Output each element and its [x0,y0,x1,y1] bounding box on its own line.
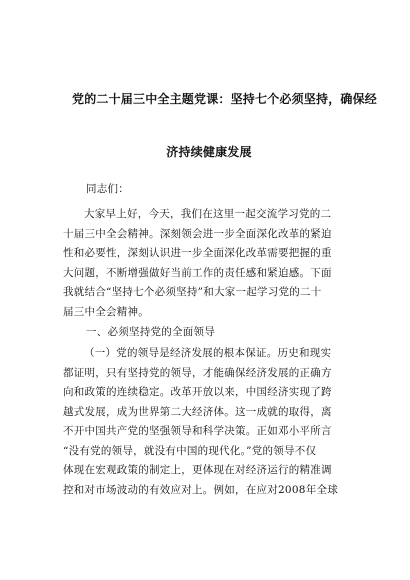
paragraph-2-line: 都证明，只有坚持党的领导，才能确保经济发展的正确方 [63,366,332,379]
paragraph-1-line: 届三中全会精神。 [63,305,149,318]
paragraph-2-line: 越式发展，成为世界第二大经济体。这一成就的取得，离 [63,405,332,418]
paragraph-1-line: 性和必要性，深刻认识进一步全面深化改革需要把握的重 [63,247,332,259]
paragraph-2-line: （一）党的领导是经济发展的根本保证。历史和现实 [84,347,332,359]
paragraph-2 [63,344,353,500]
section-heading: 一、必须坚持党的全面领导 [86,326,215,338]
paragraph-1-line: 我就结合“坚持七个必须坚持”和大家一起学习党的二十 [63,286,322,298]
paragraph-1-line: 大家早上好，今天，我们在这里一起交流学习党的二 [84,208,332,220]
paragraph-2-line: 控和对市场波动的有效应对上。例如，在应对2008年全球 [63,483,338,496]
paragraph-2-line: “没有党的领导，就没有中国的现代化。”党的领导不仅 [63,444,317,457]
paragraph-2-line: 体现在宏观政策的制定上，更体现在对经济运行的精准调 [63,464,332,476]
paragraph-1 [63,205,353,322]
document-title-line-1: 党的二十届三中全主题党课：坚持七个必须坚持，确保经 [72,92,378,106]
paragraph-2-line: 不开中国共产党的坚强领导和科学决策。正如邓小平所言 [63,425,332,437]
document-title-line-2: 济持续健康发展 [166,145,252,159]
paragraph-1-line: 十届三中全会精神。深刻领会进一步全面深化改革的紧迫 [63,227,332,240]
paragraph-1-line: 大问题，不断增强做好当前工作的责任感和紧迫感。下面 [63,266,332,279]
paragraph-2-line: 向和政策的连续稳定。改革开放以来，中国经济实现了跨 [63,386,332,398]
greeting-text: 同志们： [86,183,129,195]
